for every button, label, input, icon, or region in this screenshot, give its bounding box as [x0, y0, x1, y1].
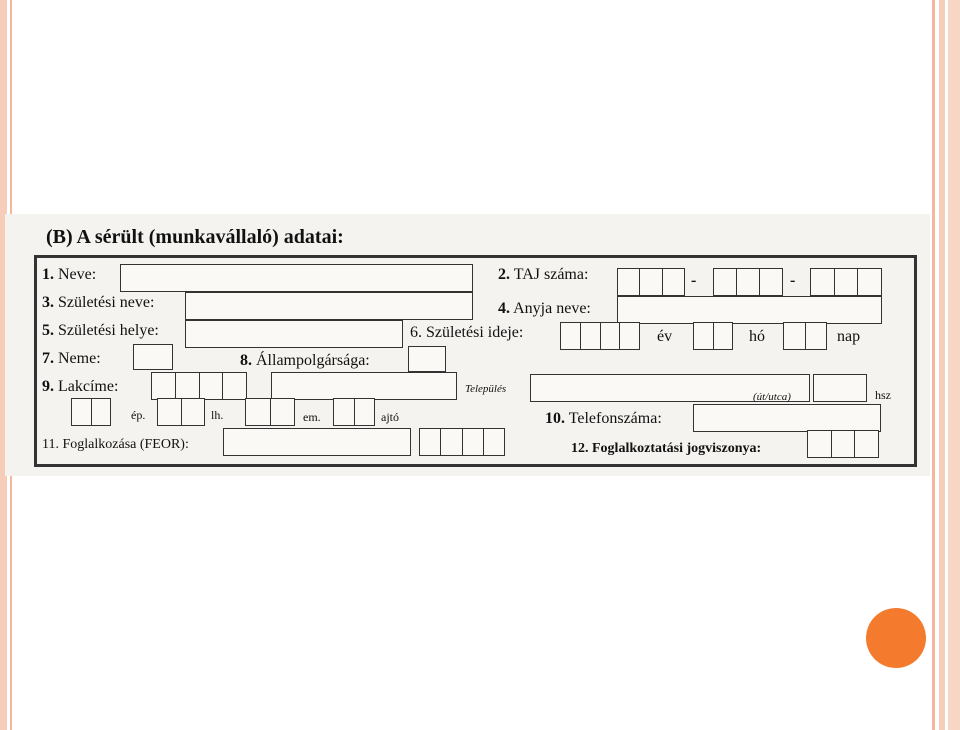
mother-name-field[interactable] [617, 296, 882, 324]
staircase-caption: lh. [211, 408, 224, 422]
phone-field[interactable] [693, 404, 881, 432]
field-10-label: 10. Telefonszáma: [545, 410, 662, 427]
slide-right-border-inner [939, 0, 945, 730]
field-6-label: 6. Születési ideje: [410, 324, 524, 341]
taj-group-3[interactable] [810, 268, 882, 296]
house-number-field[interactable] [813, 374, 867, 402]
slide-right-border-line [932, 0, 935, 730]
orange-circle-decoration [866, 608, 926, 668]
field-2-label: 2. TAJ száma: [498, 266, 589, 283]
gender-field[interactable] [133, 344, 173, 370]
door-caption: ajtó [381, 410, 399, 424]
door-cells[interactable] [333, 398, 375, 426]
slide-right-border-outer [948, 0, 960, 730]
settlement-field[interactable] [271, 372, 457, 400]
field-3-label: 3. Születési neve: [42, 294, 155, 311]
settlement-caption: Település [465, 383, 507, 395]
employment-type-cells[interactable] [807, 430, 879, 458]
field-5-label: 5. Születési helye: [42, 322, 159, 339]
taj-group-2[interactable] [713, 268, 783, 296]
taj-group-1[interactable] [617, 268, 685, 296]
birth-day-cells[interactable] [783, 322, 827, 350]
field-9-label: 9. Lakcíme: [42, 378, 119, 395]
scanned-form-image [5, 214, 930, 476]
house-number-caption: hsz [875, 388, 891, 402]
field-1-label: 1. Neve: [42, 266, 97, 283]
month-label: hó [749, 328, 765, 345]
name-field[interactable] [120, 264, 473, 292]
citizenship-field[interactable] [408, 346, 446, 372]
street-caption: (út/utca) [753, 391, 791, 403]
field-12-label: 12. Foglalkoztatási jogviszonya: [571, 441, 762, 456]
birth-name-field[interactable] [185, 292, 473, 320]
taj-dash-2: - [790, 272, 796, 289]
feor-code-cells[interactable] [419, 428, 505, 456]
field-7-label: 7. Neme: [42, 350, 101, 367]
section-title: (B) A sérült (munkavállaló) adatai: [46, 226, 344, 248]
floor-cells[interactable] [245, 398, 295, 426]
building-cells[interactable] [71, 398, 111, 426]
field-8-label: 8. Állampolgársága: [240, 352, 370, 369]
birth-month-cells[interactable] [693, 322, 733, 350]
birth-place-field[interactable] [185, 320, 403, 348]
year-label: év [657, 328, 673, 345]
day-label: nap [837, 328, 861, 345]
field-11-label: 11. Foglalkozása (FEOR): [42, 437, 189, 452]
building-caption: ép. [131, 408, 146, 422]
field-4-label: 4. Anyja neve: [498, 300, 591, 317]
floor-caption: em. [303, 410, 321, 424]
occupation-field[interactable] [223, 428, 411, 456]
staircase-cells[interactable] [157, 398, 205, 426]
birth-year-cells[interactable] [560, 322, 640, 350]
postal-code-cells[interactable] [151, 372, 247, 400]
taj-dash-1: - [691, 272, 697, 289]
